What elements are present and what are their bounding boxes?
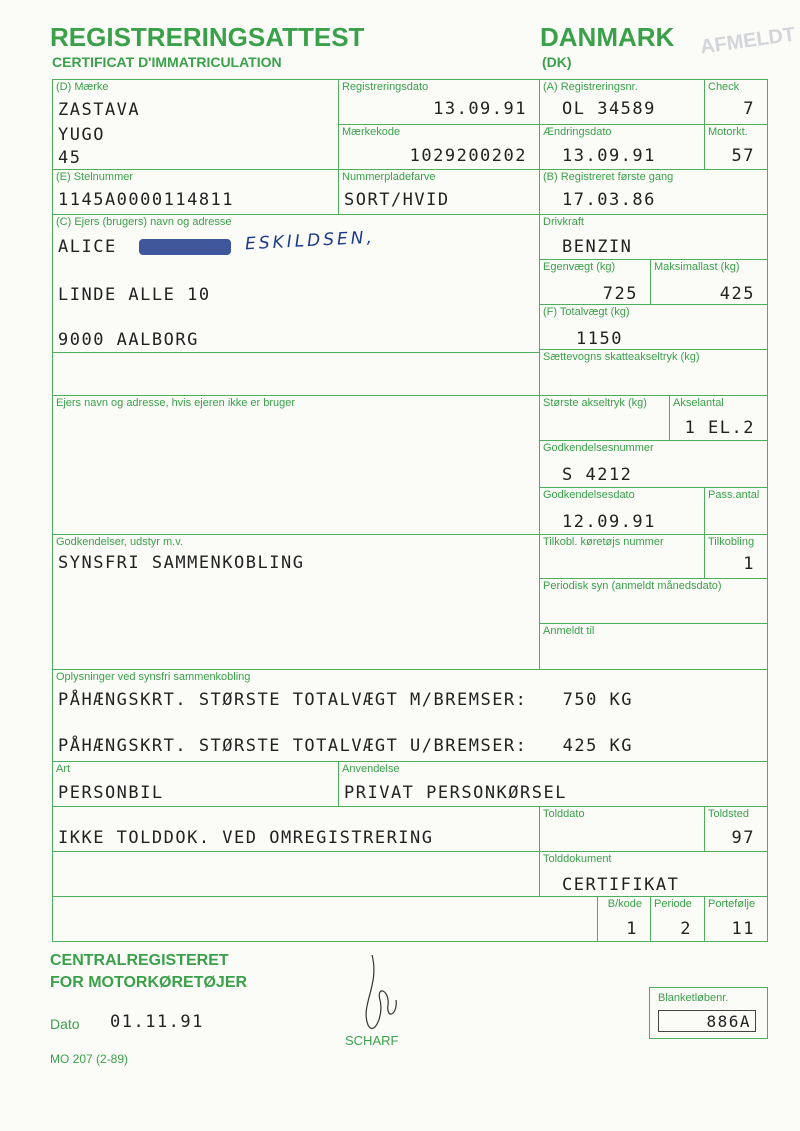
field-value: 7 xyxy=(743,99,755,119)
field-value: OL 34589 xyxy=(562,99,656,119)
country-code: (DK) xyxy=(542,54,572,70)
field-label: (E) Stelnummer xyxy=(56,171,134,183)
field-value: 1 EL.2 xyxy=(684,418,755,438)
field-maerke xyxy=(52,79,339,170)
field-tolddokument xyxy=(539,851,768,897)
field-godkendelser xyxy=(52,534,540,670)
field-label: B/kode xyxy=(607,898,642,910)
document-title: REGISTRERINGSATTEST xyxy=(50,22,365,52)
country-name: DANMARK xyxy=(540,22,675,52)
field-value: ZASTAVA xyxy=(58,100,141,120)
field-value: 725 xyxy=(602,284,638,304)
field-label: Tolddokument xyxy=(543,853,612,865)
field-value: BENZIN xyxy=(562,237,633,257)
field-label: (D) Mærke xyxy=(56,81,109,93)
field-value: 2 xyxy=(680,919,692,939)
field-value: YUGO xyxy=(58,125,105,145)
field-aendringsdato xyxy=(539,124,705,170)
field-value: 1029200202 xyxy=(409,146,527,166)
field-oplysninger xyxy=(52,669,768,762)
field-ejer xyxy=(52,214,540,396)
field-label: Godkendelsesdato xyxy=(543,489,635,501)
field-label: Pass.antal xyxy=(708,489,760,501)
signature-mark xyxy=(350,945,420,1045)
field-saettevogn xyxy=(539,349,768,396)
field-label: Check xyxy=(708,81,740,93)
field-value: 12.09.91 xyxy=(562,512,656,532)
field-check xyxy=(704,79,768,125)
field-registreringsdato xyxy=(338,79,540,125)
field-label: (B) Registreret første gang xyxy=(543,171,674,183)
handwritten-surname: ESKILDSEN, xyxy=(244,227,376,255)
field-drivkraft xyxy=(539,214,768,260)
field-value: 13.09.91 xyxy=(562,146,656,166)
divider xyxy=(52,352,540,353)
field-label: (A) Registreringsnr. xyxy=(543,81,638,93)
field-godkendelsesnummer xyxy=(539,440,768,488)
field-label: Toldsted xyxy=(708,808,749,820)
divider xyxy=(52,851,540,852)
field-value: SYNSFRI SAMMENKOBLING xyxy=(58,553,305,573)
field-label: Egenvægt (kg) xyxy=(543,261,616,273)
field-value: 13.09.91 xyxy=(433,99,527,119)
field-nummerpladefarve xyxy=(338,169,540,215)
field-label: Portefølje xyxy=(708,898,756,910)
field-pass-antal xyxy=(704,487,768,535)
field-periode xyxy=(650,896,705,942)
owner-address-street: LINDE ALLE 10 xyxy=(58,285,211,305)
field-value: 1150 xyxy=(576,329,623,349)
field-label: Største akseltryk (kg) xyxy=(543,397,647,409)
field-akselantal xyxy=(669,395,768,441)
field-label: Anmeldt til xyxy=(543,625,595,637)
field-value: PÅHÆNGSKRT. STØRSTE TOTALVÆGT M/BREMSER: 750 KG xyxy=(58,690,634,710)
field-stoerste-akseltryk xyxy=(539,395,670,441)
field-godkendelsesdato xyxy=(539,487,705,535)
field-label: Anvendelse xyxy=(342,763,400,775)
field-label: (C) Ejers (brugers) navn og adresse xyxy=(56,216,232,228)
field-value: 1 xyxy=(626,919,638,939)
field-stelnummer xyxy=(52,169,339,215)
field-label: Ejers navn og adresse, hvis ejeren ikke er bruger xyxy=(56,397,296,409)
blanket-number-box xyxy=(658,1010,756,1032)
owner-address-city: 9000 AALBORG xyxy=(58,330,199,350)
field-label: Tilkobling xyxy=(708,536,755,548)
field-blank xyxy=(52,896,598,942)
field-label: Art xyxy=(56,763,71,775)
issue-date: 01.11.91 xyxy=(110,1012,204,1032)
field-foerste-registrering xyxy=(539,169,768,215)
date-label: Dato xyxy=(50,1016,80,1032)
issuer-line-2: FOR MOTORKØRETØJER xyxy=(50,974,248,991)
field-value: SORT/HVID xyxy=(344,190,450,210)
field-value: 425 xyxy=(719,284,755,304)
field-tolddato xyxy=(539,806,705,852)
field-label: Motorkt. xyxy=(708,126,748,138)
form-code: MO 207 (2-89) xyxy=(50,1052,129,1066)
field-label: Sættevogns skatteakseltryk (kg) xyxy=(543,351,700,363)
field-value: 97 xyxy=(731,828,755,848)
field-periodisk-syn xyxy=(539,578,768,624)
field-registreringsnr xyxy=(539,79,705,125)
field-value: 57 xyxy=(731,146,755,166)
field-toldsted xyxy=(704,806,768,852)
issuer-line-1: CENTRALREGISTERET xyxy=(50,952,229,969)
field-maksimallast xyxy=(650,259,768,305)
field-art xyxy=(52,761,339,807)
field-label: Godkendelser, udstyr m.v. xyxy=(56,536,183,548)
field-label: Akselantal xyxy=(673,397,724,409)
field-label: Drivkraft xyxy=(543,216,584,228)
field-motorkt xyxy=(704,124,768,170)
field-anvendelse xyxy=(338,761,768,807)
crossed-out-text xyxy=(139,239,231,255)
document-subtitle: CERTIFICAT D'IMMATRICULATION xyxy=(52,54,282,70)
field-label: Godkendelsesnummer xyxy=(543,442,654,454)
field-bkode xyxy=(597,896,651,942)
field-ejer-ikke-bruger xyxy=(52,395,540,535)
field-toldnote xyxy=(52,806,540,897)
field-value: 17.03.86 xyxy=(562,190,656,210)
stamp-mark: AFMELDT xyxy=(698,23,797,59)
field-value: 1 xyxy=(743,554,755,574)
owner-first-name: ALICE xyxy=(58,237,117,257)
field-portefoelje xyxy=(704,896,768,942)
field-label: (F) Totalvægt (kg) xyxy=(543,306,630,318)
field-maerkekode xyxy=(338,124,540,170)
field-label: Tilkobl. køretøjs nummer xyxy=(543,536,664,548)
field-value: PRIVAT PERSONKØRSEL xyxy=(344,783,567,803)
field-egenvaegt xyxy=(539,259,651,305)
field-value: CERTIFIKAT xyxy=(562,875,680,895)
blanket-number: 886A xyxy=(706,1012,751,1031)
field-tilkobling xyxy=(704,534,768,579)
field-value: S 4212 xyxy=(562,465,633,485)
field-label: Tolddato xyxy=(543,808,585,820)
field-label: Registreringsdato xyxy=(342,81,429,93)
field-totalvaegt xyxy=(539,304,768,350)
field-value: 11 xyxy=(731,919,755,939)
field-tilkobl-nummer xyxy=(539,534,705,579)
field-label: Ændringsdato xyxy=(543,126,612,138)
signatory-name: SCHARF xyxy=(345,1033,399,1048)
field-label: Blanketløbenr. xyxy=(658,992,729,1004)
field-label: Nummerpladefarve xyxy=(342,171,436,183)
field-value: PÅHÆNGSKRT. STØRSTE TOTALVÆGT U/BREMSER: 425 KG xyxy=(58,736,634,756)
field-value: 1145A0000114811 xyxy=(58,190,235,210)
customs-note: IKKE TOLDDOK. VED OMREGISTRERING xyxy=(58,828,434,848)
field-value: PERSONBIL xyxy=(58,783,164,803)
field-value: 45 xyxy=(58,148,82,168)
field-label: Mærkekode xyxy=(342,126,401,138)
field-label: Maksimallast (kg) xyxy=(654,261,740,273)
field-label: Periodisk syn (anmeldt månedsdato) xyxy=(543,580,722,592)
field-label: Periode xyxy=(654,898,692,910)
field-anmeldt-til xyxy=(539,623,768,670)
blanket-box xyxy=(649,987,768,1039)
field-label: Oplysninger ved synsfri sammenkobling xyxy=(56,671,251,683)
